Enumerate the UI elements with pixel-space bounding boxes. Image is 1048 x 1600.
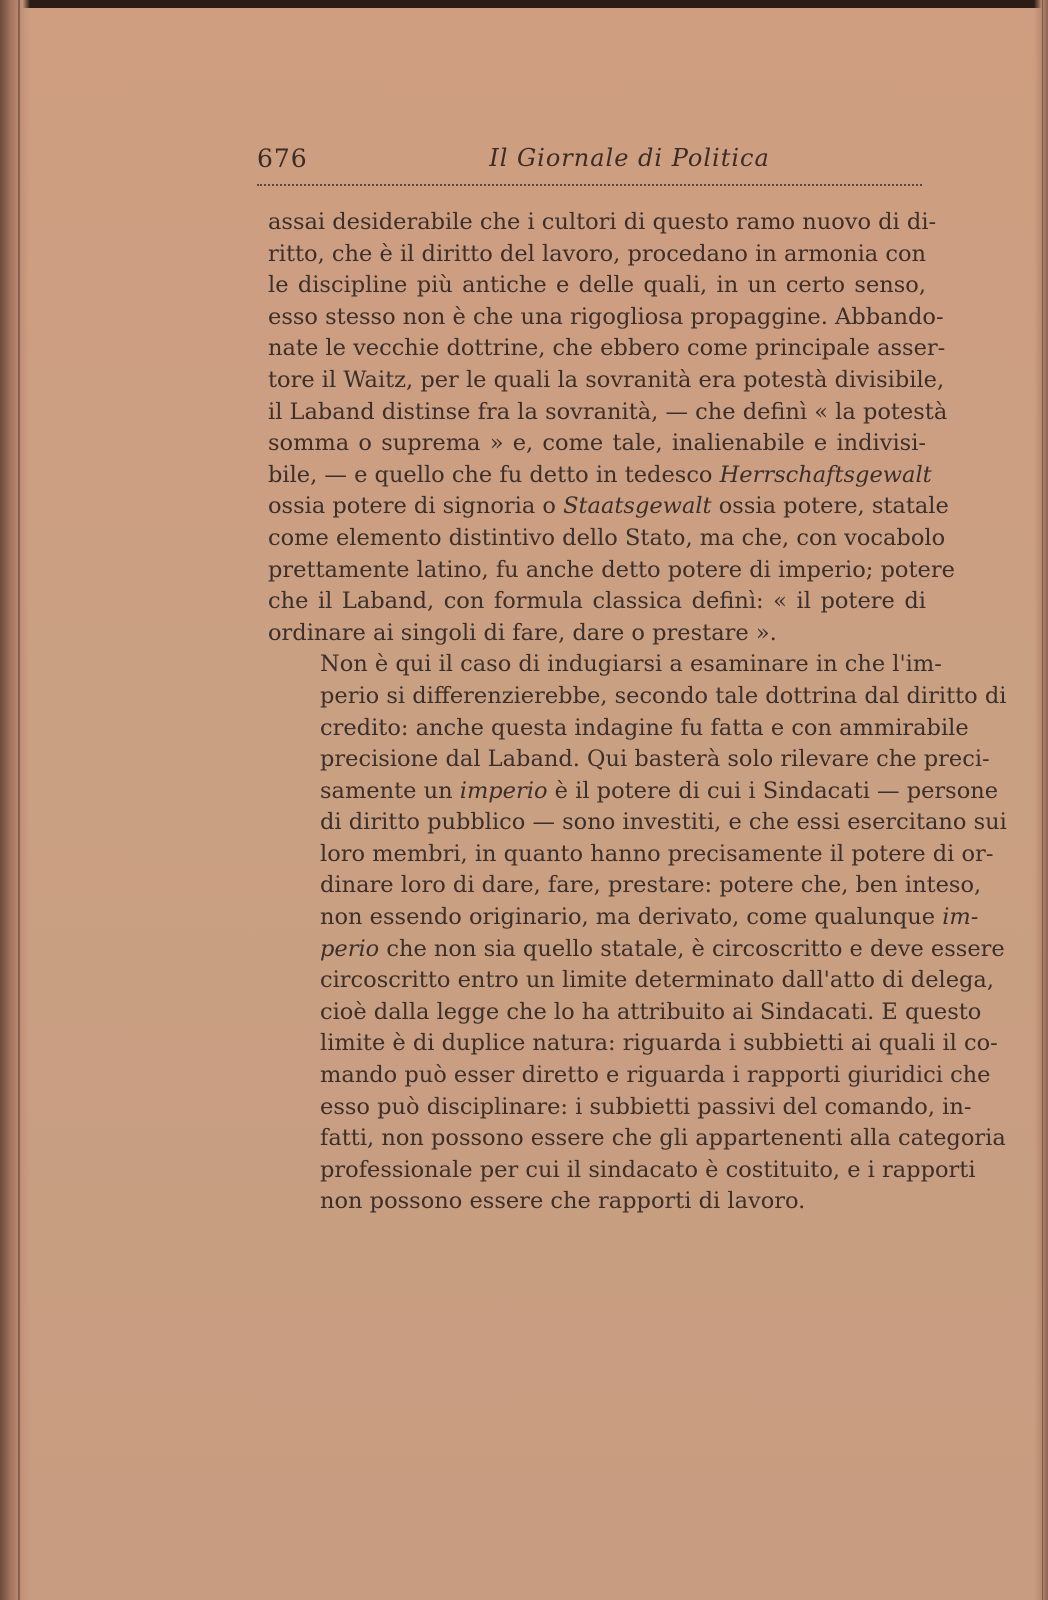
text-line: esso stesso non è che una rigogliosa propaggine. Abbando- (268, 303, 944, 330)
text-line: di diritto pubblico — sono investiti, e che essi esercitano sui (320, 809, 1007, 836)
text-line: fatti, non possono essere che gli appartenenti alla categoria (320, 1125, 1006, 1152)
text-line: mando può esser diretto e riguarda i rapporti giuridici che (320, 1062, 991, 1089)
page-top-edge (0, 0, 1048, 8)
text-line: Non è qui il caso di indugiarsi a esaminare in che l'im- (320, 651, 942, 678)
text-line (268, 460, 932, 492)
text-line: prettamente latino, fu anche detto potere di imperio; potere (268, 556, 955, 583)
italic-term: imperio (459, 777, 548, 804)
body-text (268, 207, 1007, 1218)
text-line: esso può disciplinare: i subbietti passivi del comando, in- (320, 1093, 972, 1120)
italic-term: Herrschaftsgewalt (719, 461, 932, 488)
text-line: dinare loro di dare, fare, prestare: potere che, ben inteso, (320, 872, 982, 899)
text-run: è il potere di cui i Sindacati — persone (547, 777, 999, 804)
text-line (268, 934, 1005, 966)
running-head (257, 140, 922, 184)
text-line: come elemento distintivo dello Stato, ma che, con vocabolo (268, 524, 946, 551)
text-line: nate le vecchie dottrine, che ebbero come principale asser- (268, 335, 946, 362)
text-line: precisione dal Laband. Qui basterà solo rilevare che preci- (320, 746, 990, 773)
text-line: ordinare ai singoli di fare, dare o prestare ». (268, 619, 777, 646)
text-line: limite è di duplice natura: riguarda i subbietti ai quali il co- (320, 1030, 998, 1057)
text-line: ritto, che è il diritto del lavoro, procedano in armonia con (268, 240, 926, 267)
binding-crease (18, 0, 20, 1600)
italic-term: perio (320, 935, 380, 962)
text-line: cioè dalla legge che lo ha attribuito ai Sindacati. E questo (320, 998, 982, 1025)
text-line: assai desiderabile che i cultori di questo ramo nuovo di di- (268, 209, 937, 235)
paragraph-1 (268, 207, 955, 649)
page-right-edge (1034, 0, 1048, 1600)
page-binding-edge (0, 0, 30, 1600)
text-line (268, 902, 979, 934)
text-line: professionale per cui il sindacato è costituito, e i rapporti (320, 1156, 976, 1183)
text-line: circoscritto entro un limite determinato dall'atto di delega, (320, 967, 995, 994)
page-number: 676 (257, 144, 308, 173)
text-run: samente un (320, 777, 460, 804)
text-line: credito: anche questa indagine fu fatta e con ammirabile (320, 714, 969, 741)
text-line: somma o suprema » e, come tale, inalienabile e indivisi- (268, 430, 926, 457)
journal-title: Il Giornale di Politica (489, 144, 770, 172)
italic-term: im- (942, 904, 979, 931)
text-run: ossia potere di signoria o (268, 493, 564, 520)
text-run: bile, — e quello che fu detto in tedesco (268, 461, 720, 488)
text-line: non possono essere che rapporti di lavoro. (320, 1188, 806, 1215)
text-line (268, 491, 949, 523)
header-dotted-rule (257, 184, 922, 186)
text-line (268, 776, 999, 808)
text-line: loro membri, in quanto hanno precisamente il potere di or- (320, 840, 994, 867)
italic-term: Staatsgewalt (563, 493, 712, 520)
text-run: ossia potere, statale (711, 493, 949, 520)
page-right-crease (1042, 0, 1043, 1600)
text-run: che non sia quello statale, è circoscritto e deve essere (379, 935, 1005, 962)
text-run: non essendo originario, ma derivato, come qualunque (320, 904, 943, 931)
text-line: tore il Waitz, per le quali la sovranità era potestà divisibile, (268, 366, 945, 393)
text-line: il Laband distinse fra la sovranità, — che definì « la potestà (268, 398, 948, 425)
text-line: che il Laband, con formula classica definì: « il potere di (268, 588, 926, 615)
text-line: le discipline più antiche e delle quali, in un certo senso, (268, 272, 926, 299)
paragraph-2 (268, 649, 1007, 1218)
text-line: perio si differenzierebbe, secondo tale dottrina dal diritto di (320, 682, 1007, 709)
